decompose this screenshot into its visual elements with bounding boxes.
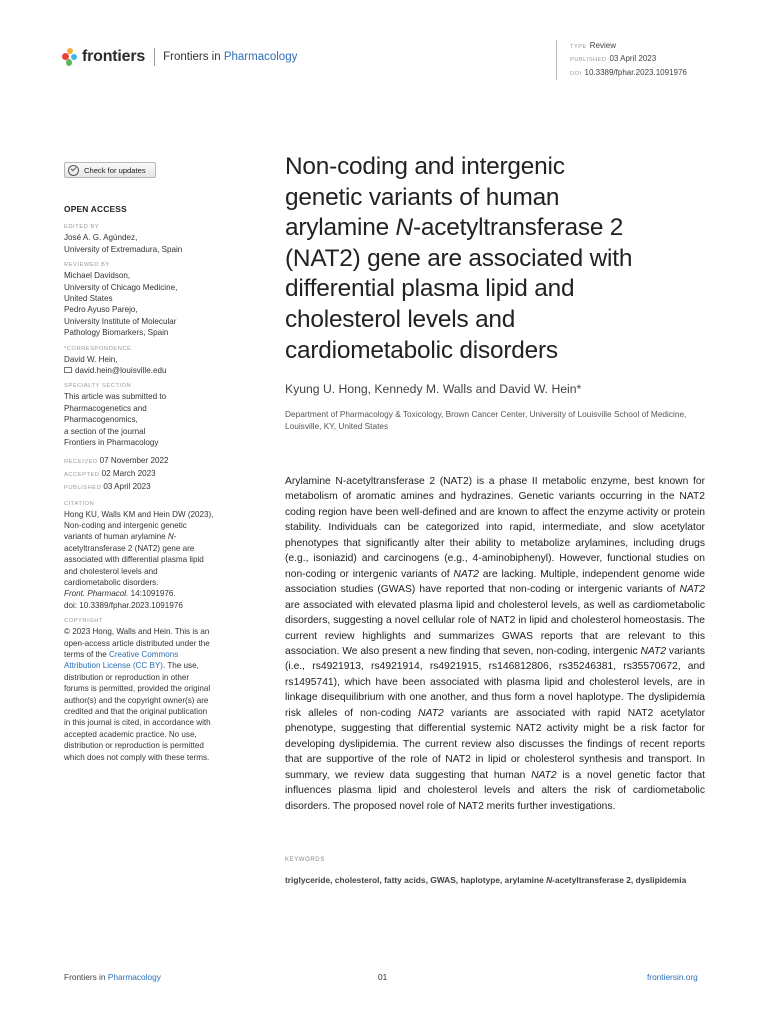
published-date: 03 April 2023: [609, 54, 657, 64]
frontiers-logo-icon: [62, 48, 78, 66]
open-access-label: OPEN ACCESS: [64, 204, 127, 214]
abstract: Arylamine N-acetyltransferase 2 (NAT2) is a phase II metabolic enzyme, best known for metabolism of aromatic amines and hydrazines. Genetic variants occurring in the NAT2 coding region have been well-defined and are known to affect the enzyme activity or protein stability. Individuals can be categorized into rapid, intermediate, and slow acetylator phenotypes that significantly alter their ability to metabolize arylamines, including drugs (e.g., isoniazid) and carcinogens (e.g., 4-aminobiphenyl). However, functional studies on non-coding or intergenic variants of NAT2 are lacking. Multiple, independent genome wide association studies (GWAS) have reported that non-coding or intergenic variants of NAT2 are associated with elevated plasma lipid and cholesterol levels, as well as cardiometabolic disorders, suggesting a novel cellular role of NAT2 in lipid and cholesterol homeostasis. The current review highlights and summarizes GWAS reports that are relevant to this association. We also present a new finding that seven, non-coding, intergenic NAT2 variants (i.e., rs4921913, rs4921914, rs4921915, rs146812806, rs35246381, rs35570672, and rs1495741), which have been associated with plasma lipid and cholesterol levels, are in linkage disequilibrium with one another, and thus form a novel haplotype. The dyslipidemia risk alleles of non-coding NAT2 variants are associated with rapid NAT2 acetylator phenotype, suggesting that differential systemic NAT2 activity might be a risk factor for developing dyslipidemia. The current review also discusses the findings of recent reports that are supportive of the role of NAT2 in lipid or cholesterol synthesis and transport. In summary, we review data suggesting that human NAT2 is a novel genetic factor that influences plasma lipid and cholesterol levels and alters the risk of cardiometabolic disorders. The proposed novel role of NAT2 merits further investigations.: [285, 476, 705, 812]
correspondence: *CORRESPONDENCE David W. Hein, david.hein@louisville.edu: [64, 345, 167, 376]
article-title: Non-coding and intergenic genetic variants of human arylamine N-acetyltransferase 2 (NAT2) gene are associated with differential plasma lipid and cholesterol levels and cardiometabolic disorders: [285, 153, 633, 364]
sidebar-published-date: 03 April 2023: [103, 481, 151, 491]
affiliation: Department of Pharmacology & Toxicology, Brown Cancer Center, University of Louisville School of Medicine, Louisville, KY, United States: [285, 409, 687, 431]
article-type: Review: [589, 41, 616, 50]
keywords-label: KEYWORDS: [285, 857, 325, 863]
sidebar: [64, 204, 236, 769]
authors: Kyung U. Hong, Kennedy M. Walls and David W. Hein*: [285, 382, 582, 396]
email-icon: [64, 367, 72, 373]
journal-header: [62, 48, 297, 66]
citation: CITATION Hong KU, Walls KM and Hein DW (2023), Non-coding and intergenic genetic variants of human arylamine N- acetyltransferase 2 (NAT2) gene are associated with differential plasma lipid and cholesterol levels and cardiometabolic disorders. Front. Pharmacol. 14:1091976. doi: 10.3389/fphar.2023.1091976: [64, 500, 214, 610]
reviewed-by: REVIEWED BY Michael Davidson, University of Chicago Medicine, United States Pedro Ayuso Parejo, University Institute of Molecular Pathology Biomarkers, Spain: [64, 262, 178, 338]
check-for-updates-button[interactable]: Check for updates: [64, 162, 156, 178]
accepted-date: 02 March 2023: [101, 468, 156, 478]
journal-title: Frontiers in Pharmacology: [163, 51, 298, 63]
specialty-section: SPECIALTY SECTION This article was submitted to Pharmacogenetics and Pharmacogenomics, a section of the journal Frontiers in Pharmacology: [64, 383, 167, 448]
keywords: triglyceride, cholesterol, fatty acids, GWAS, haplotype, arylamine N-acetyltransferase 2, dyslipidemia: [285, 875, 687, 885]
footer-website-link[interactable]: frontiersin.org: [647, 972, 698, 982]
doi[interactable]: 10.3389/fphar.2023.1091976: [584, 67, 687, 77]
received-date: 07 November 2022: [99, 455, 169, 465]
dates: RECEIVED 07 November 2022 ACCEPTED 02 March 2023 PUBLISHED 03 April 2023: [64, 455, 169, 491]
edited-by: EDITED BY José A. G. Agúndez, University of Extremadura, Spain: [64, 224, 183, 254]
header-divider: [154, 48, 155, 66]
copyright: COPYRIGHT © 2023 Hong, Walls and Hein. This is an open-access article distributed under the terms of the Creative Commons Attribution License (CC BY). The use, distribution or reproduction in other forums is permitted, provided the original author(s) and the copyright owner(s) are credited and that the original publication in this journal is cited, in accordance with accepted academic practice. No use, distribution or reproduction is permitted which does not comply with these terms.: [64, 618, 211, 762]
article-meta: TYPE Review PUBLISHED 03 April 2023 DOI 10.3389/fphar.2023.1091976: [556, 40, 687, 80]
page-number: 01: [378, 972, 388, 982]
check-updates-icon: [68, 165, 79, 176]
cc-by-license-link[interactable]: Creative Commons Attribution License (CC BY): [64, 649, 179, 671]
brand-name: frontiers: [82, 48, 146, 65]
footer-journal: Frontiers in Pharmacology: [64, 972, 161, 982]
correspondence-email[interactable]: david.hein@louisville.edu: [75, 366, 167, 376]
